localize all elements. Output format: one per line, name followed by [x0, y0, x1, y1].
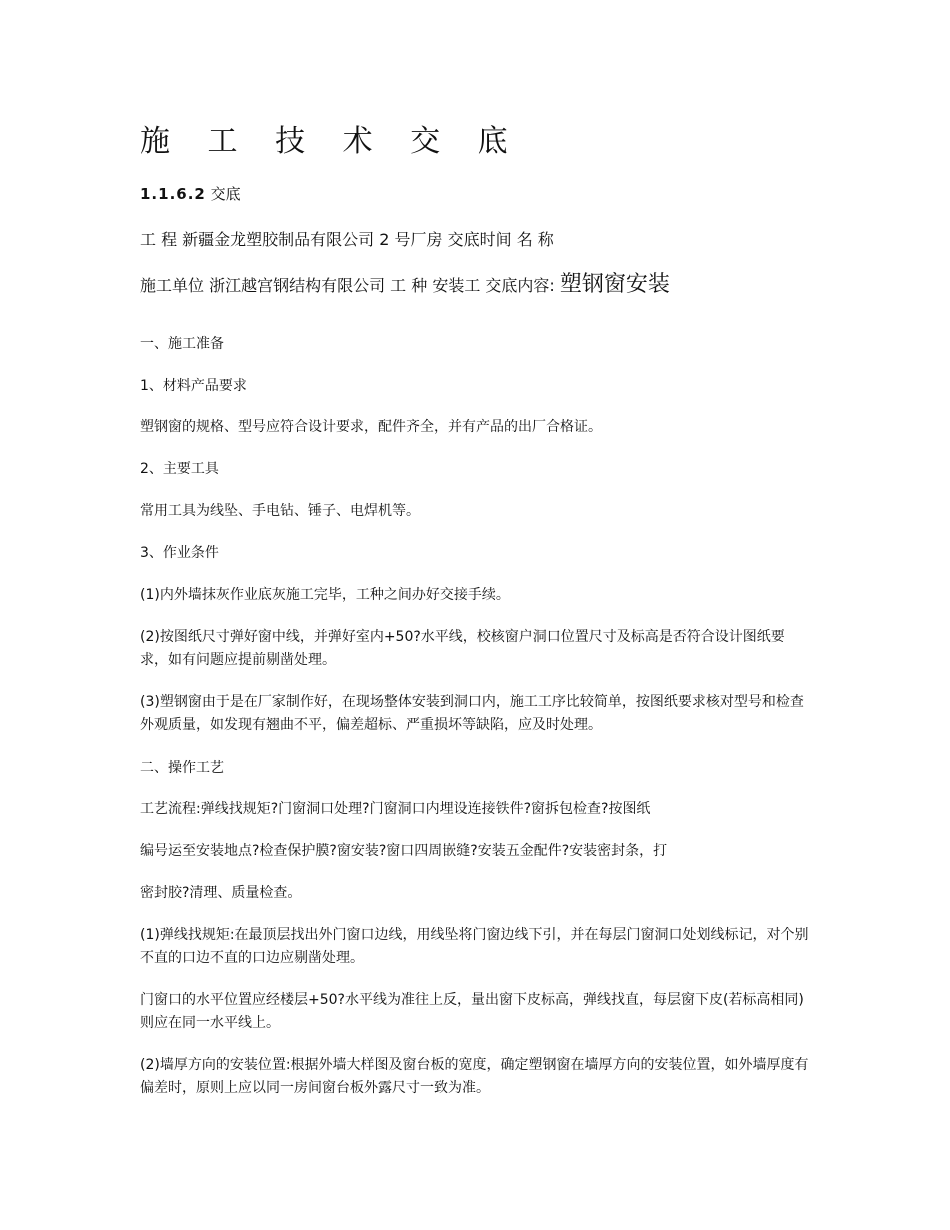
project-info-line: 工 程 新疆金龙塑胶制品有限公司 2 号厂房 交底时间 名 称: [140, 230, 554, 249]
section-label: 交底: [210, 185, 241, 203]
heading-main-tools: 2、主要工具: [140, 461, 219, 477]
process-flow-line-2: 编号运至安装地点?检查保护膜?窗安装?窗口四周嵌缝?安装五金配件?安装密封条，打: [140, 843, 668, 859]
contractor-info-line: [140, 272, 670, 299]
paragraph-wall-thickness: (2)墙厚方向的安装位置:根据外墙大样图及窗台板的宽度，确定塑钢窗在墙厚方向的安装位置，如外墙厚度有偏差时，原则上应以同一房间窗台板外露尺寸一致为准。: [140, 1057, 809, 1096]
process-flow-line-3: 密封胶?清理、质量检查。: [140, 885, 302, 901]
document-title: 施 工 技 术 交 底: [140, 124, 522, 159]
disclosure-content: 塑钢窗安装: [559, 272, 670, 297]
paragraph-horizontal-position: 门窗口的水平位置应经楼层+50?水平线为准往上反，量出窗下皮标高，弹线找直，每层窗下皮(若标高相同)则应在同一水平线上。: [140, 992, 804, 1031]
section-heading: [140, 183, 241, 206]
heading-operation-process: 二、操作工艺: [140, 760, 224, 776]
paragraph-layout-lines: (1)弹线找规矩:在最顶层找出外门窗口边线，用线坠将门窗边线下引，并在每层门窗洞口处划线标记，对个别不直的口边不直的口边应剔凿处理。: [140, 927, 809, 966]
paragraph-condition-2: (2)按图纸尺寸弹好窗中线，并弹好室内+50?水平线，校核窗户洞口位置尺寸及标高是否符合设计图纸要求，如有问题应提前剔凿处理。: [140, 629, 785, 668]
paragraph-condition-1: (1)内外墙抹灰作业底灰施工完毕，工种之间办好交接手续。: [140, 587, 510, 603]
paragraph-condition-3: (3)塑钢窗由于是在厂家制作好，在现场整体安装到洞口内，施工工序比较简单，按图纸要求核对型号和检查外观质量，如发现有翘曲不平，偏差超标、严重损坏等缺陷，应及时处理。: [140, 694, 804, 733]
contractor-info-prefix: 施工单位 浙江越宫钢结构有限公司 工 种 安装工 交底内容:: [140, 276, 555, 295]
section-number: 1.1.6.2: [140, 185, 206, 203]
process-flow-line-1: 工艺流程:弹线找规矩?门窗洞口处理?门窗洞口内埋设连接铁件?窗拆包检查?按图纸: [140, 801, 651, 817]
heading-construction-prep: 一、施工准备: [140, 336, 224, 352]
heading-work-conditions: 3、作业条件: [140, 545, 219, 561]
paragraph-tools: 常用工具为线坠、手电钻、锤子、电焊机等。: [140, 503, 420, 519]
paragraph-material-spec: 塑钢窗的规格、型号应符合设计要求，配件齐全，并有产品的出厂合格证。: [140, 419, 602, 435]
heading-material-requirements: 1、材料产品要求: [140, 378, 247, 394]
